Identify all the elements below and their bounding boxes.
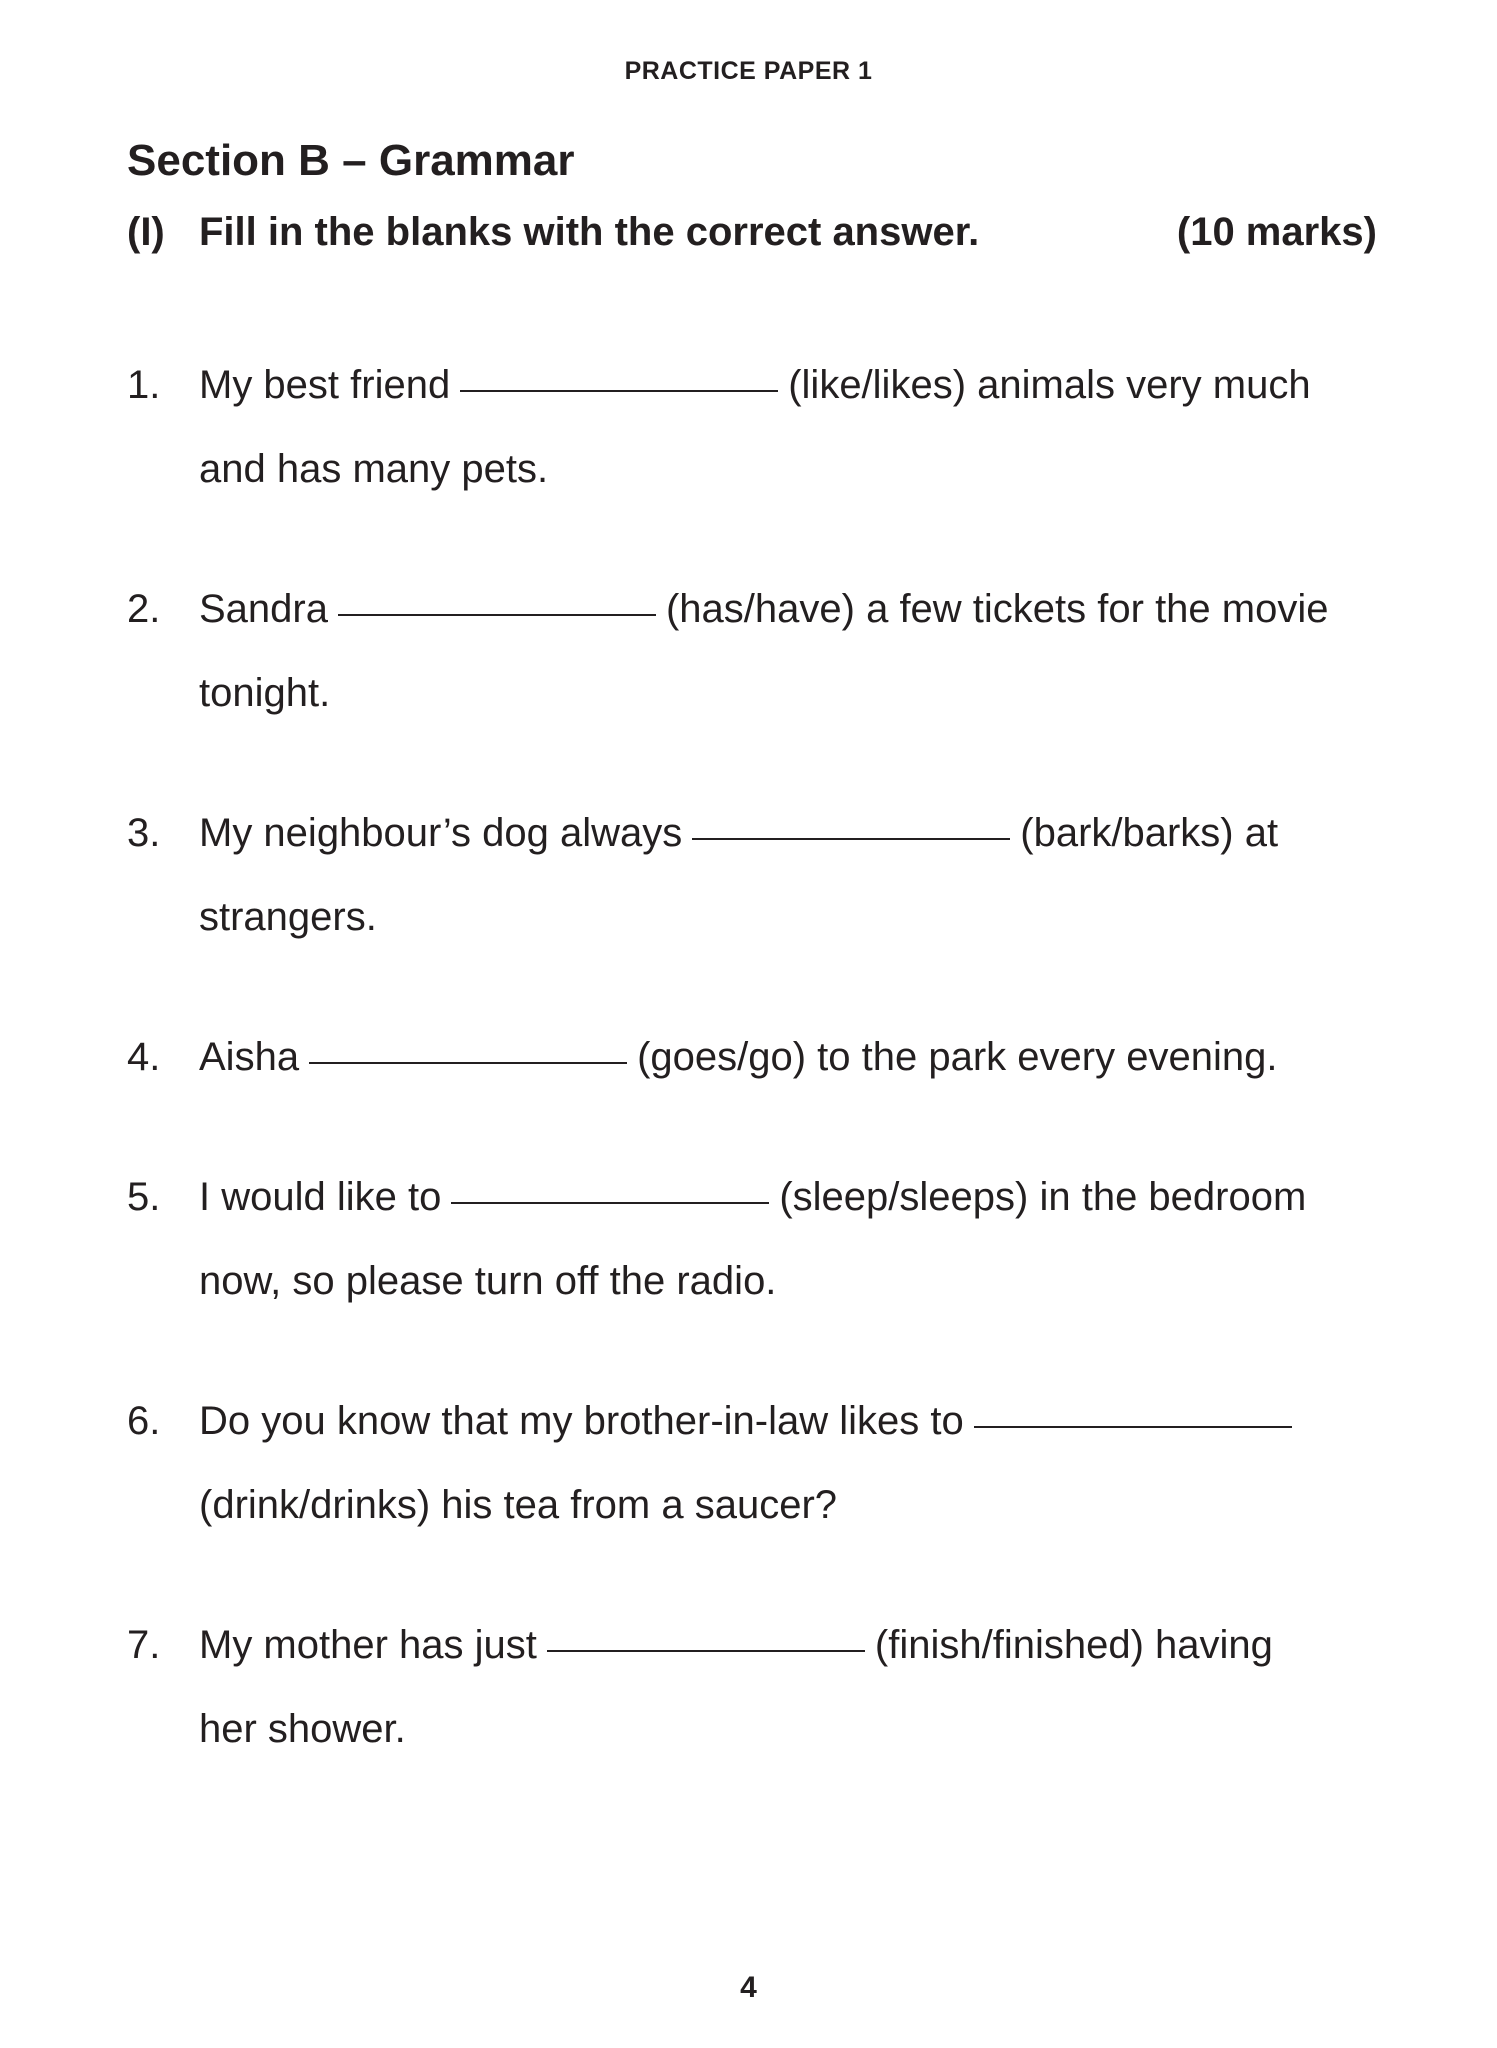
section-title: Section B – Grammar	[127, 136, 575, 185]
question-number: 4.	[127, 1035, 161, 1079]
question-text-continuation: and has many pets.	[199, 447, 549, 491]
question-text-continuation: her shower.	[199, 1707, 406, 1751]
question-text-continuation: strangers.	[199, 895, 377, 939]
question-list	[127, 343, 1397, 1827]
answer-blank-3[interactable]	[692, 838, 1010, 840]
running-header: PRACTICE PAPER 1	[624, 57, 873, 85]
answer-blank-1[interactable]	[460, 390, 778, 392]
part-number: (I)	[127, 210, 165, 254]
question-text-after: (bark/barks) at	[1020, 811, 1279, 855]
question-text-continuation: tonight.	[199, 671, 331, 715]
question-text-before: Aisha	[199, 1035, 300, 1079]
question-number: 3.	[127, 811, 161, 855]
question-text-after: (finish/finished) having	[874, 1623, 1273, 1667]
question-number: 1.	[127, 363, 161, 407]
question-text-after: (has/have) a few tickets for the movie	[665, 587, 1329, 631]
question-5	[127, 1155, 1397, 1323]
question-text-before: Sandra	[199, 587, 328, 631]
question-3	[127, 791, 1397, 959]
question-text-continuation: (drink/drinks) his tea from a saucer?	[199, 1483, 838, 1527]
question-7	[127, 1603, 1397, 1771]
answer-blank-7[interactable]	[547, 1650, 865, 1652]
instruction-text: Fill in the blanks with the correct answer.	[199, 210, 980, 254]
answer-blank-4[interactable]	[309, 1062, 627, 1064]
question-number: 2.	[127, 587, 161, 631]
question-text-before: I would like to	[199, 1175, 442, 1219]
question-text-before: My best friend	[199, 363, 451, 407]
question-number: 6.	[127, 1399, 161, 1443]
answer-blank-5[interactable]	[451, 1202, 769, 1204]
marks-label: (10 marks)	[1176, 210, 1377, 254]
question-text-before: My neighbour’s dog always	[199, 811, 683, 855]
question-4	[127, 1015, 1397, 1099]
question-text-after: (sleep/sleeps) in the bedroom	[779, 1175, 1307, 1219]
question-6	[127, 1379, 1397, 1547]
question-1	[127, 343, 1397, 511]
page-number: 4	[740, 1971, 757, 2004]
question-text-before: Do you know that my brother-in-law likes to	[199, 1399, 964, 1443]
question-text-before: My mother has just	[199, 1623, 537, 1667]
question-number: 7.	[127, 1623, 161, 1667]
answer-blank-2[interactable]	[338, 614, 656, 616]
question-text-continuation: now, so please turn off the radio.	[199, 1259, 777, 1303]
question-text-after: (goes/go) to the park every evening.	[637, 1035, 1278, 1079]
question-text-after: (like/likes) animals very much	[788, 363, 1311, 407]
question-2	[127, 567, 1397, 735]
question-number: 5.	[127, 1175, 161, 1219]
answer-blank-6[interactable]	[974, 1426, 1292, 1428]
